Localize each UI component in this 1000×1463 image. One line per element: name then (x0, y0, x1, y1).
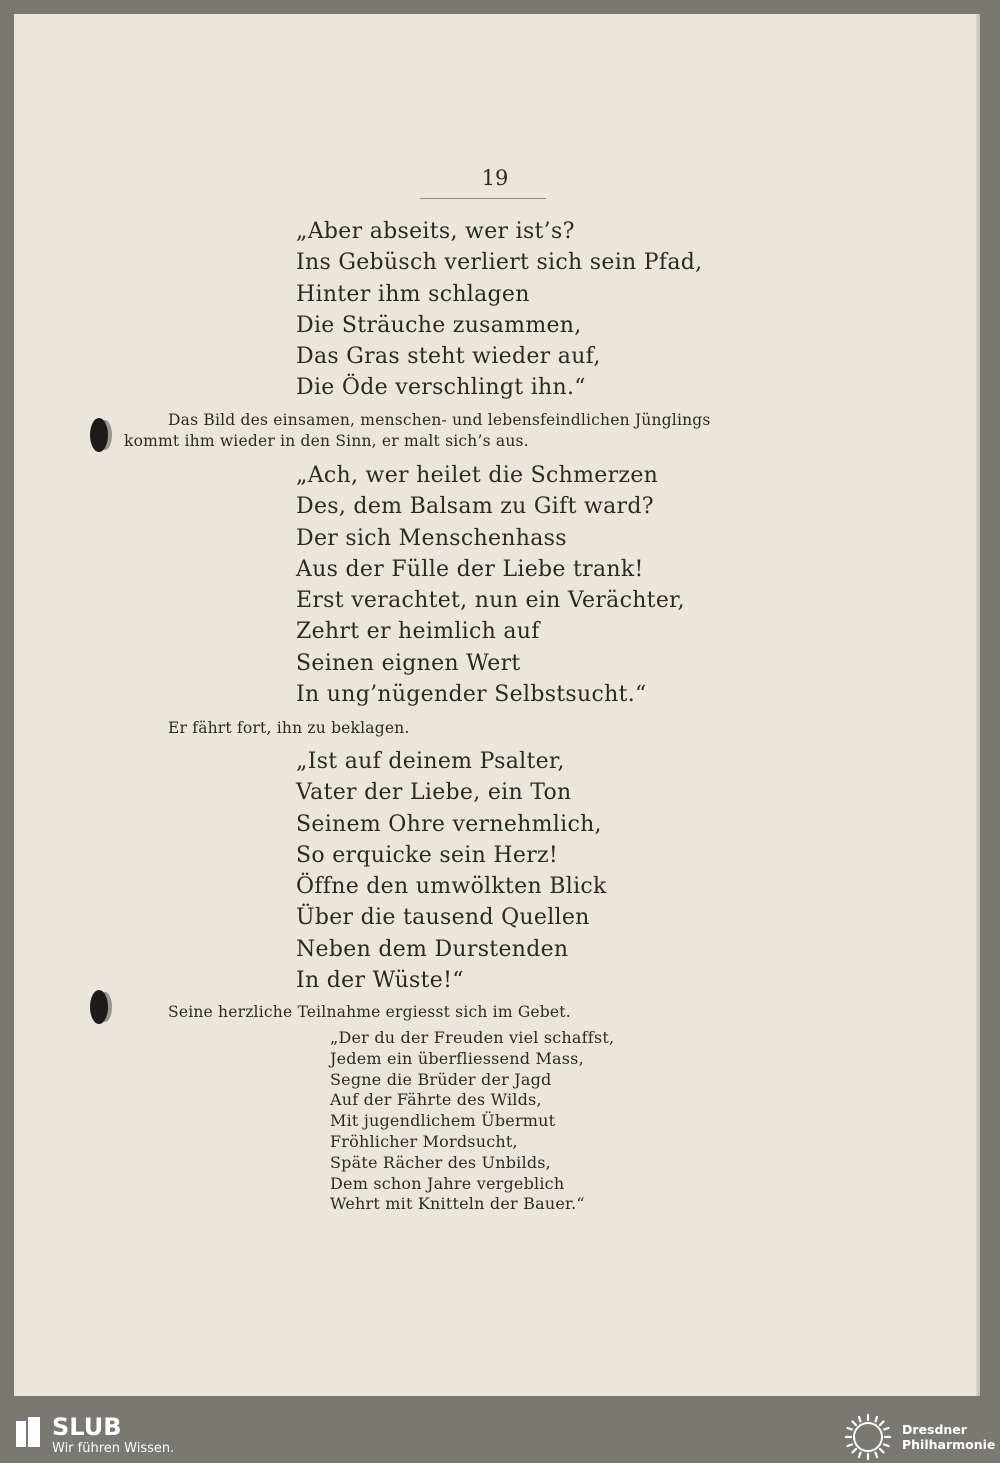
partner-name-line-2: Philharmonie (902, 1437, 996, 1452)
library-name: SLUB (52, 1413, 122, 1441)
verse-line: Auf der Fährte des Wilds, (330, 1090, 542, 1110)
library-tagline: Wir führen Wissen. (52, 1441, 175, 1456)
viewer-footer (0, 1405, 1000, 1463)
verse-line: Mit jugendlichem Übermut (330, 1111, 556, 1131)
verse-line: „Der du der Freuden viel schaffst, (330, 1028, 615, 1047)
prose-paragraph-2 (168, 718, 410, 739)
verse-line: Zehrt er heimlich auf (296, 619, 540, 645)
verse-line: Hinter ihm schlagen (296, 281, 530, 307)
partner-name (902, 1422, 995, 1452)
stanza-3 (296, 746, 607, 996)
philharmonie-logo-icon (842, 1413, 894, 1461)
verse-line: Die Sträuche zusammen, (296, 312, 582, 338)
verse-line: Neben dem Durstenden (296, 936, 569, 962)
stanza-2 (296, 460, 685, 710)
verse-line: „Ach, wer heilet die Schmerzen (296, 463, 659, 488)
prose-paragraph-1 (124, 410, 711, 452)
verse-line: Dem schon Jahre vergeblich (330, 1173, 565, 1193)
stanza-1 (296, 216, 702, 404)
punch-hole-bottom (90, 990, 108, 1024)
verse-line: Segne die Brüder der Jagd (330, 1069, 552, 1089)
prose-line: Er fährt fort, ihn zu beklagen. (168, 719, 410, 737)
verse-line: Jedem ein überfliessend Mass, (330, 1048, 584, 1068)
verse-line: Ins Gebüsch verliert sich sein Pfad, (296, 250, 703, 276)
verse-line: Seinen eignen Wert (296, 650, 521, 676)
verse-line: Fröhlicher Mordsucht, (330, 1131, 518, 1151)
prose-line: kommt ihm wieder in den Sinn, er malt sich’s aus. (124, 432, 529, 450)
prose-line: Das Bild des einsamen, menschen- und lebensfeindlichen Jünglings (168, 411, 711, 429)
verse-line: Späte Rächer des Unbilds, (330, 1152, 551, 1172)
verse-line: „Ist auf deinem Psalter, (296, 749, 565, 774)
verse-line: In der Wüste!“ (296, 968, 464, 994)
verse-line: Der sich Menschenhass (296, 525, 567, 551)
partner-name-line-1: Dresdner (902, 1422, 967, 1437)
verse-line: Seinem Ohre vernehmlich, (296, 811, 602, 837)
punch-hole-top (90, 418, 108, 452)
verse-line: Aus der Fülle der Liebe trank! (296, 556, 644, 582)
slub-logo-icon (14, 1415, 42, 1449)
stanza-4 (330, 1028, 614, 1215)
verse-line: Erst verachtet, nun ein Verächter, (296, 588, 685, 614)
verse-line: Öffne den umwölkten Blick (296, 874, 607, 900)
verse-line: So erquicke sein Herz! (296, 842, 559, 868)
verse-line: Das Gras steht wieder auf, (296, 344, 601, 370)
verse-line: Die Öde verschlingt ihn.“ (296, 375, 586, 401)
verse-line: In ung’nügender Selbstsucht.“ (296, 682, 647, 708)
verse-line: „Aber abseits, wer ist’s? (296, 219, 575, 244)
page-number: 19 (481, 166, 509, 190)
book-page (14, 14, 976, 1396)
verse-line: Vater der Liebe, ein Ton (296, 780, 572, 806)
page-number-rule (420, 198, 546, 199)
verse-line: Über die tausend Quellen (296, 905, 590, 931)
prose-paragraph-3 (168, 1002, 571, 1023)
prose-line: Seine herzliche Teilnahme ergiesst sich im Gebet. (168, 1003, 571, 1021)
verse-line: Des, dem Balsam zu Gift ward? (296, 494, 654, 520)
verse-line: Wehrt mit Knitteln der Bauer.“ (330, 1194, 585, 1214)
